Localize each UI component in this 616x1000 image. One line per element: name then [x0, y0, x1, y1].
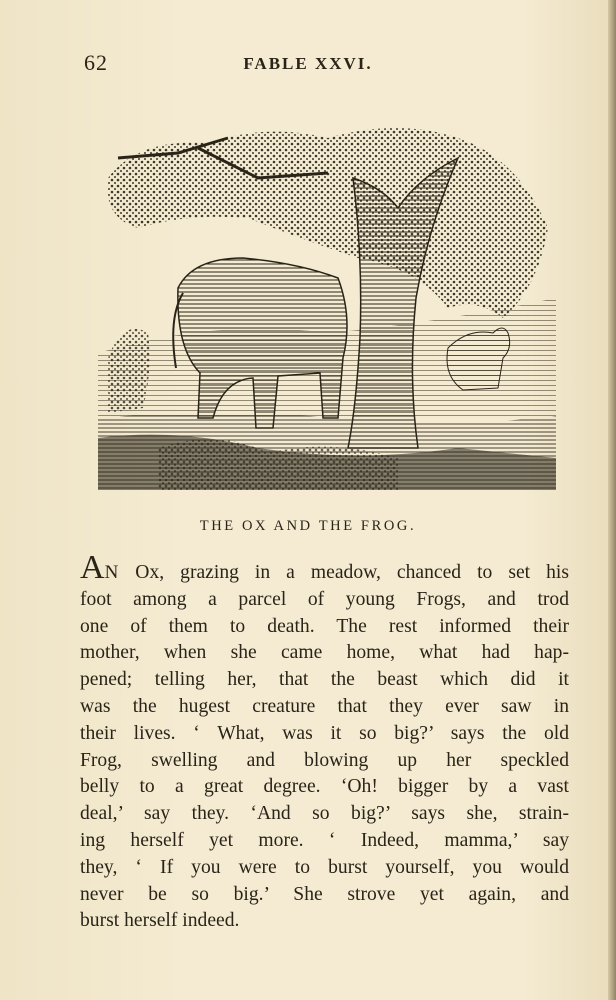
text-line: Frog, swelling and blowing up her speckled [80, 749, 569, 771]
text-line [80, 549, 569, 587]
text-line: foot among a parcel of young Frogs, and trod [80, 588, 569, 610]
text-line: ing herself yet more. ‘ Indeed, mamma,’ say [80, 829, 569, 851]
text-line: they, ‘ If you were to burst yourself, you would [80, 856, 569, 878]
text-line: burst herself indeed. [80, 910, 240, 932]
text-line: mother, when she came home, what had hap- [80, 642, 569, 664]
woodcut-illustration [98, 118, 556, 490]
text-line: belly to a great degree. ‘Oh! bigger by a vast [80, 776, 569, 798]
text-line: never be so big.’ She strove yet again, and [80, 883, 569, 905]
text-line: their lives. ‘ What, was it so big?’ says the old [80, 722, 569, 744]
illustration-caption: THE OX AND THE FROG. [199, 518, 417, 534]
small-caps: N [104, 562, 120, 583]
page-edge [608, 0, 616, 1000]
text-line: one of them to death. The rest informed their [80, 615, 569, 637]
running-head: FABLE XXVI. [243, 54, 373, 73]
first-line-text: Ox, grazing in a meadow, chanced to set his [119, 562, 569, 583]
text-line: was the hugest creature that they ever saw in [80, 695, 569, 717]
page-number: 62 [84, 50, 108, 75]
text-line: pened; telling her, that the beast which did it [80, 669, 569, 691]
drop-cap: A [80, 549, 105, 586]
text-line: deal,’ say they. ‘And so big?’ says she, strain- [80, 803, 569, 825]
fable-text [80, 549, 569, 935]
